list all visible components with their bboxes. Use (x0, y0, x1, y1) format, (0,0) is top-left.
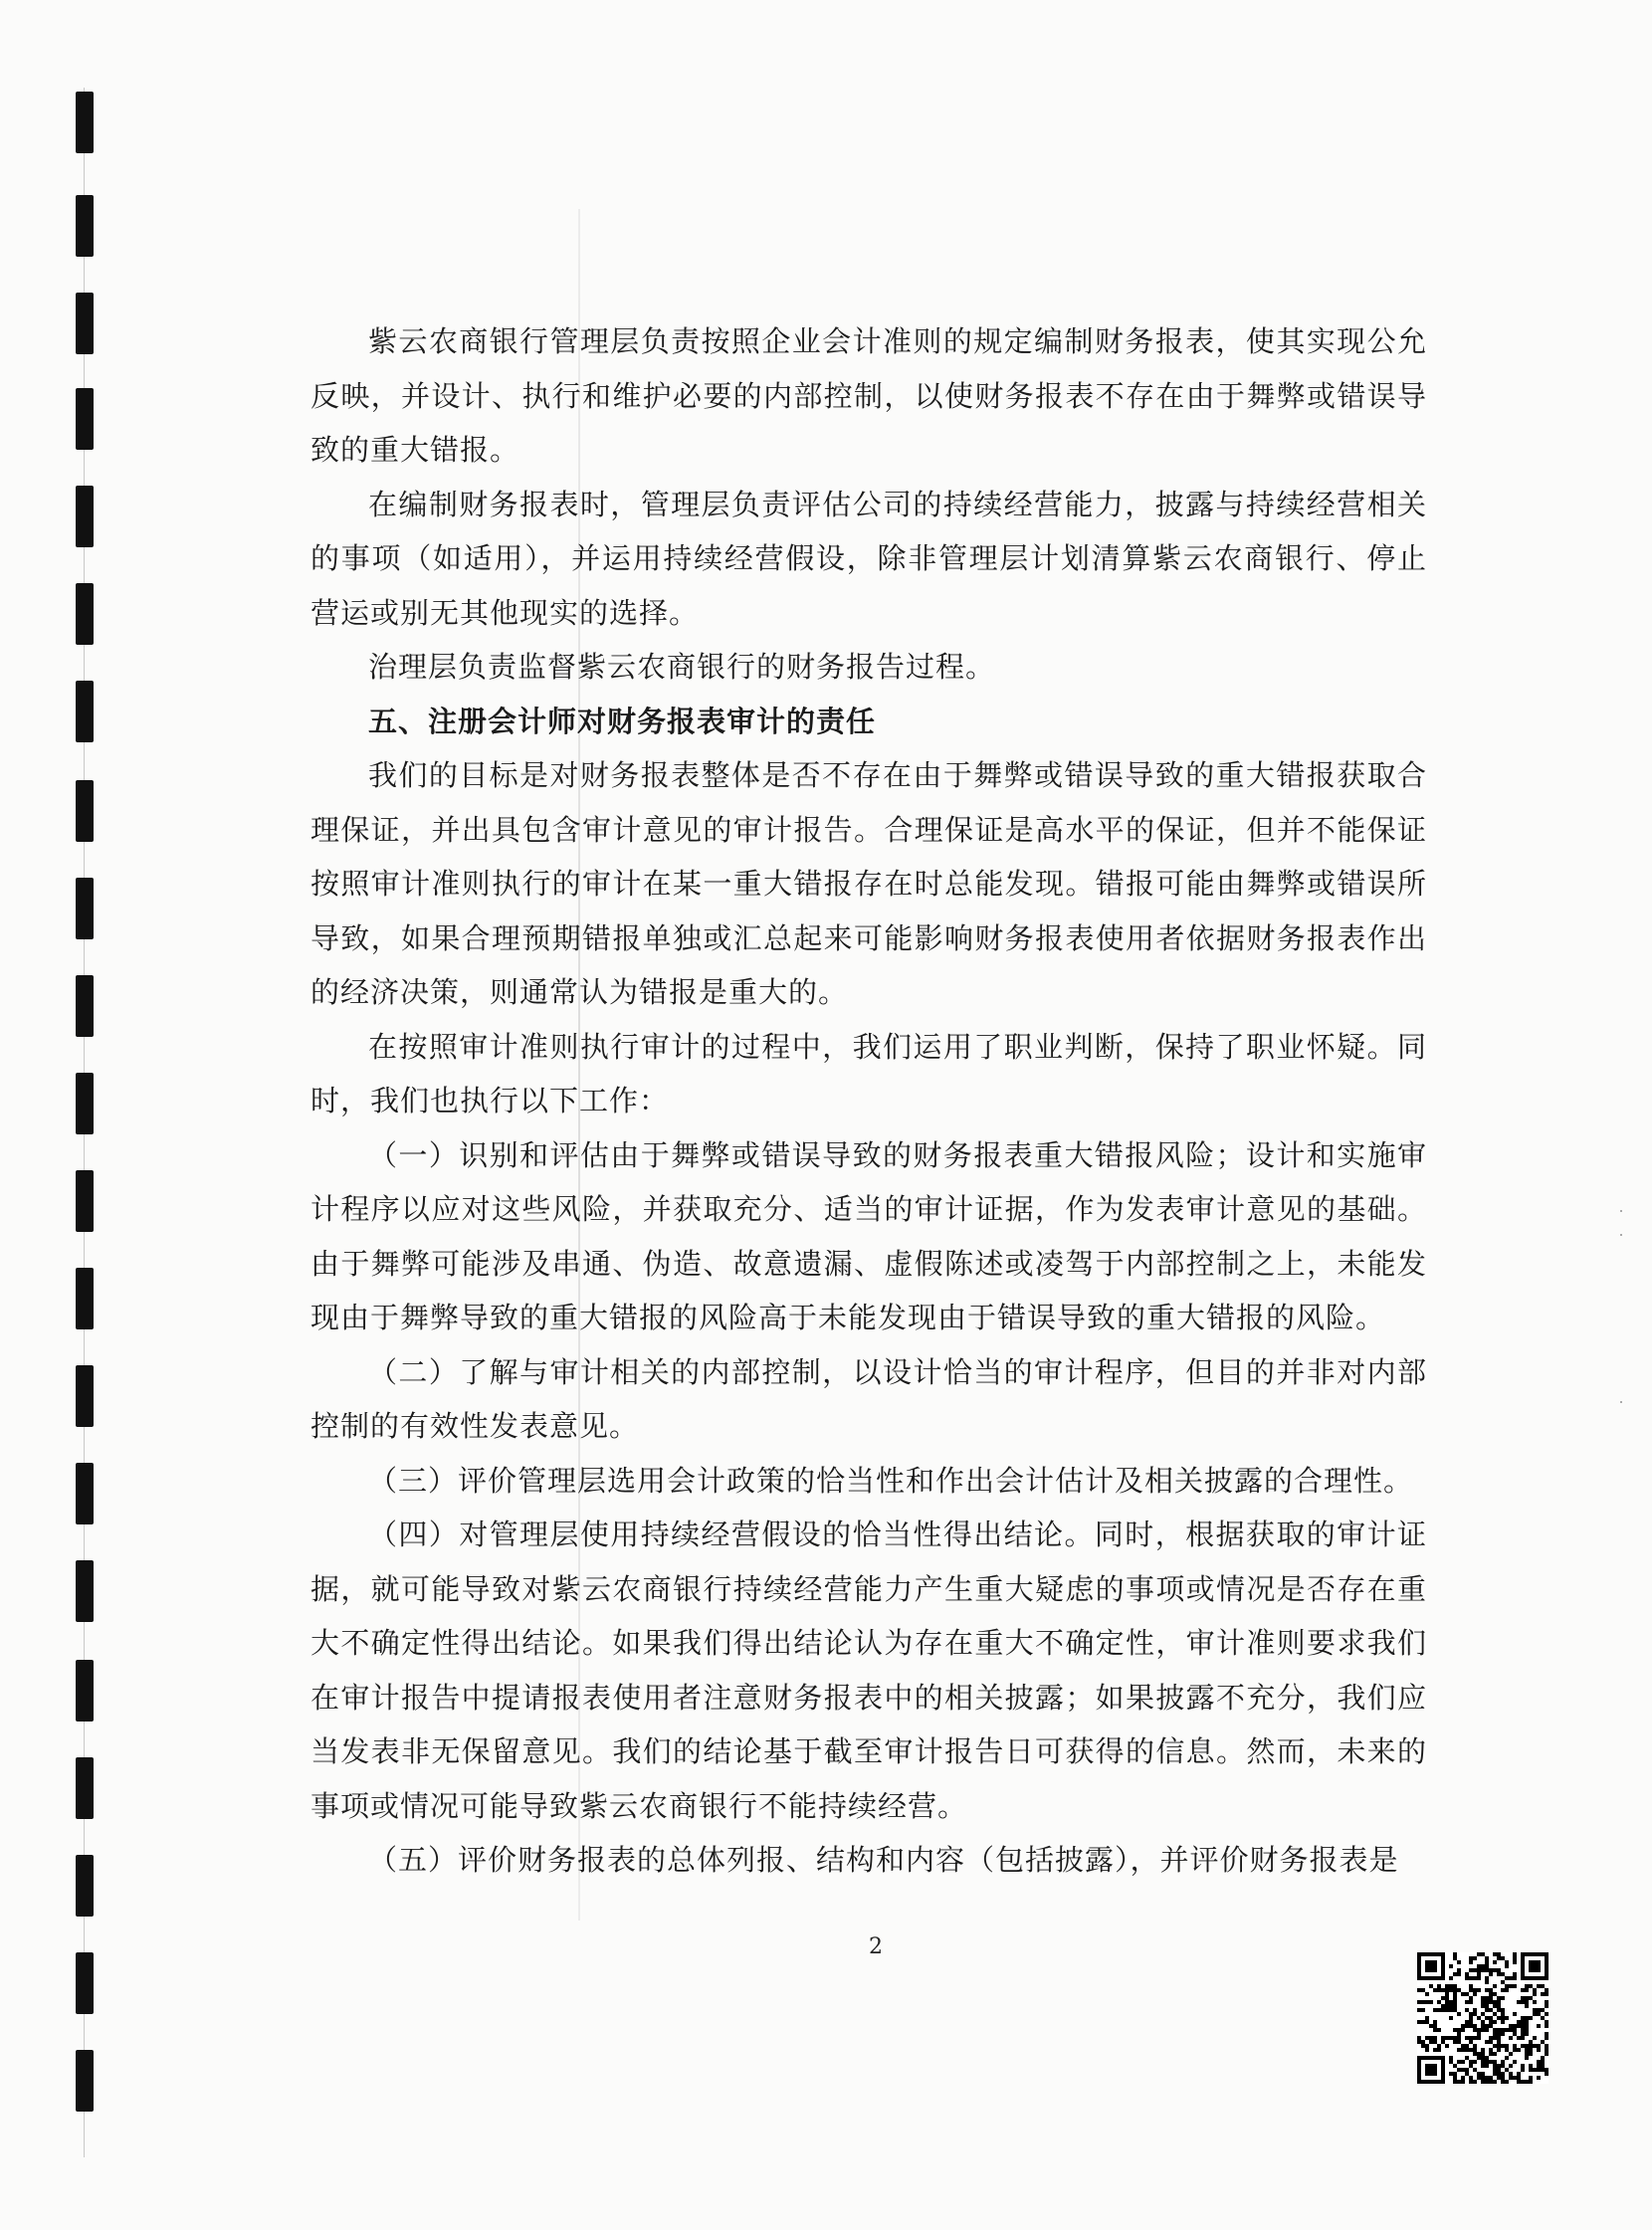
paragraph: （三）评价管理层选用会计政策的恰当性和作出会计估计及相关披露的合理性。 (368, 1463, 1414, 1498)
paragraph: 治理层负责监督紫云农商银行的财务报告过程。 (368, 650, 996, 684)
binding-mark (76, 195, 94, 257)
document-body (310, 314, 1427, 1888)
binding-mark (76, 1660, 94, 1722)
qr-code-icon (1417, 1952, 1549, 2084)
binding-mark (76, 583, 94, 645)
scan-speck (1620, 1234, 1622, 1236)
binding-marks (76, 88, 100, 2157)
binding-mark (76, 1073, 94, 1134)
binding-mark (76, 975, 94, 1037)
binding-mark (76, 780, 94, 842)
binding-mark (76, 486, 94, 547)
paragraph: 我们的目标是对财务报表整体是否不存在由于舞弊或错误导致的重大错报获取合理保证，并出具包含审计意见的审计报告。合理保证是高水平的保证，但并不能保证按照审计准则执行的审计在某一重大错报存在时总能发现。错报可能由舞弊或错误所导致，如果合理预期错报单独或汇总起来可能影响财务报表使用者依据财务报表作出的经济决策，则通常认为错报是重大的。 (310, 758, 1427, 1009)
binding-mark (76, 388, 94, 450)
binding-mark (76, 92, 94, 153)
paragraph: 在按照审计准则执行审计的过程中，我们运用了职业判断，保持了职业怀疑。同时，我们也执行以下工作： (310, 1029, 1427, 1117)
scan-speck (1620, 1401, 1622, 1403)
binding-mark (76, 1170, 94, 1232)
binding-mark (76, 1757, 94, 1819)
section-heading: 五、注册会计师对财务报表审计的责任 (368, 704, 877, 738)
binding-mark (76, 1268, 94, 1329)
page-number: 2 (869, 1934, 883, 1959)
binding-mark (76, 878, 94, 939)
binding-mark (76, 1560, 94, 1622)
binding-mark (76, 1463, 94, 1524)
binding-mark (76, 293, 94, 354)
binding-mark (76, 1855, 94, 1917)
binding-mark (76, 2050, 94, 2112)
paragraph: 紫云农商银行管理层负责按照企业会计准则的规定编制财务报表，使其实现公允反映，并设计、执行和维护必要的内部控制，以使财务报表不存在由于舞弊或错误导致的重大错报。 (310, 324, 1427, 467)
binding-mark (76, 1365, 94, 1427)
paragraph: （四）对管理层使用持续经营假设的恰当性得出结论。同时，根据获取的审计证据，就可能导致对紫云农商银行持续经营能力产生重大疑虑的事项或情况是否存在重大不确定性得出结论。如果我们得出结论认为存在重大不确定性，审计准则要求我们在审计报告中提请报表使用者注意财务报表中的相关披露；如果披露不充分，我们应当发表非无保留意见。我们的结论基于截至审计报告日可获得的信息。然而，未来的事项或情况可能导致紫云农商银行不能持续经营。 (310, 1518, 1427, 1823)
paragraph: （二）了解与审计相关的内部控制，以设计恰当的审计程序，但目的并非对内部控制的有效性发表意见。 (310, 1354, 1427, 1443)
binding-mark (76, 1952, 94, 2014)
paragraph: 在编制财务报表时，管理层负责评估公司的持续经营能力，披露与持续经营相关的事项（如适用），并运用持续经营假设，除非管理层计划清算紫云农商银行、停止营运或别无其他现实的选择。 (310, 487, 1427, 630)
paragraph: （五）评价财务报表的总体列报、结构和内容（包括披露），并评价财务报表是 (368, 1843, 1399, 1877)
binding-mark (76, 681, 94, 742)
scan-speck (1620, 1210, 1622, 1212)
paragraph: （一）识别和评估由于舞弊或错误导致的财务报表重大错报风险；设计和实施审计程序以应对这些风险，并获取充分、适当的审计证据，作为发表审计意见的基础。由于舞弊可能涉及串通、伪造、故意遗漏、虚假陈述或凌驾于内部控制之上，未能发现由于舞弊导致的重大错报的风险高于未能发现由于错误导致的重大错报的风险。 (310, 1137, 1427, 1334)
